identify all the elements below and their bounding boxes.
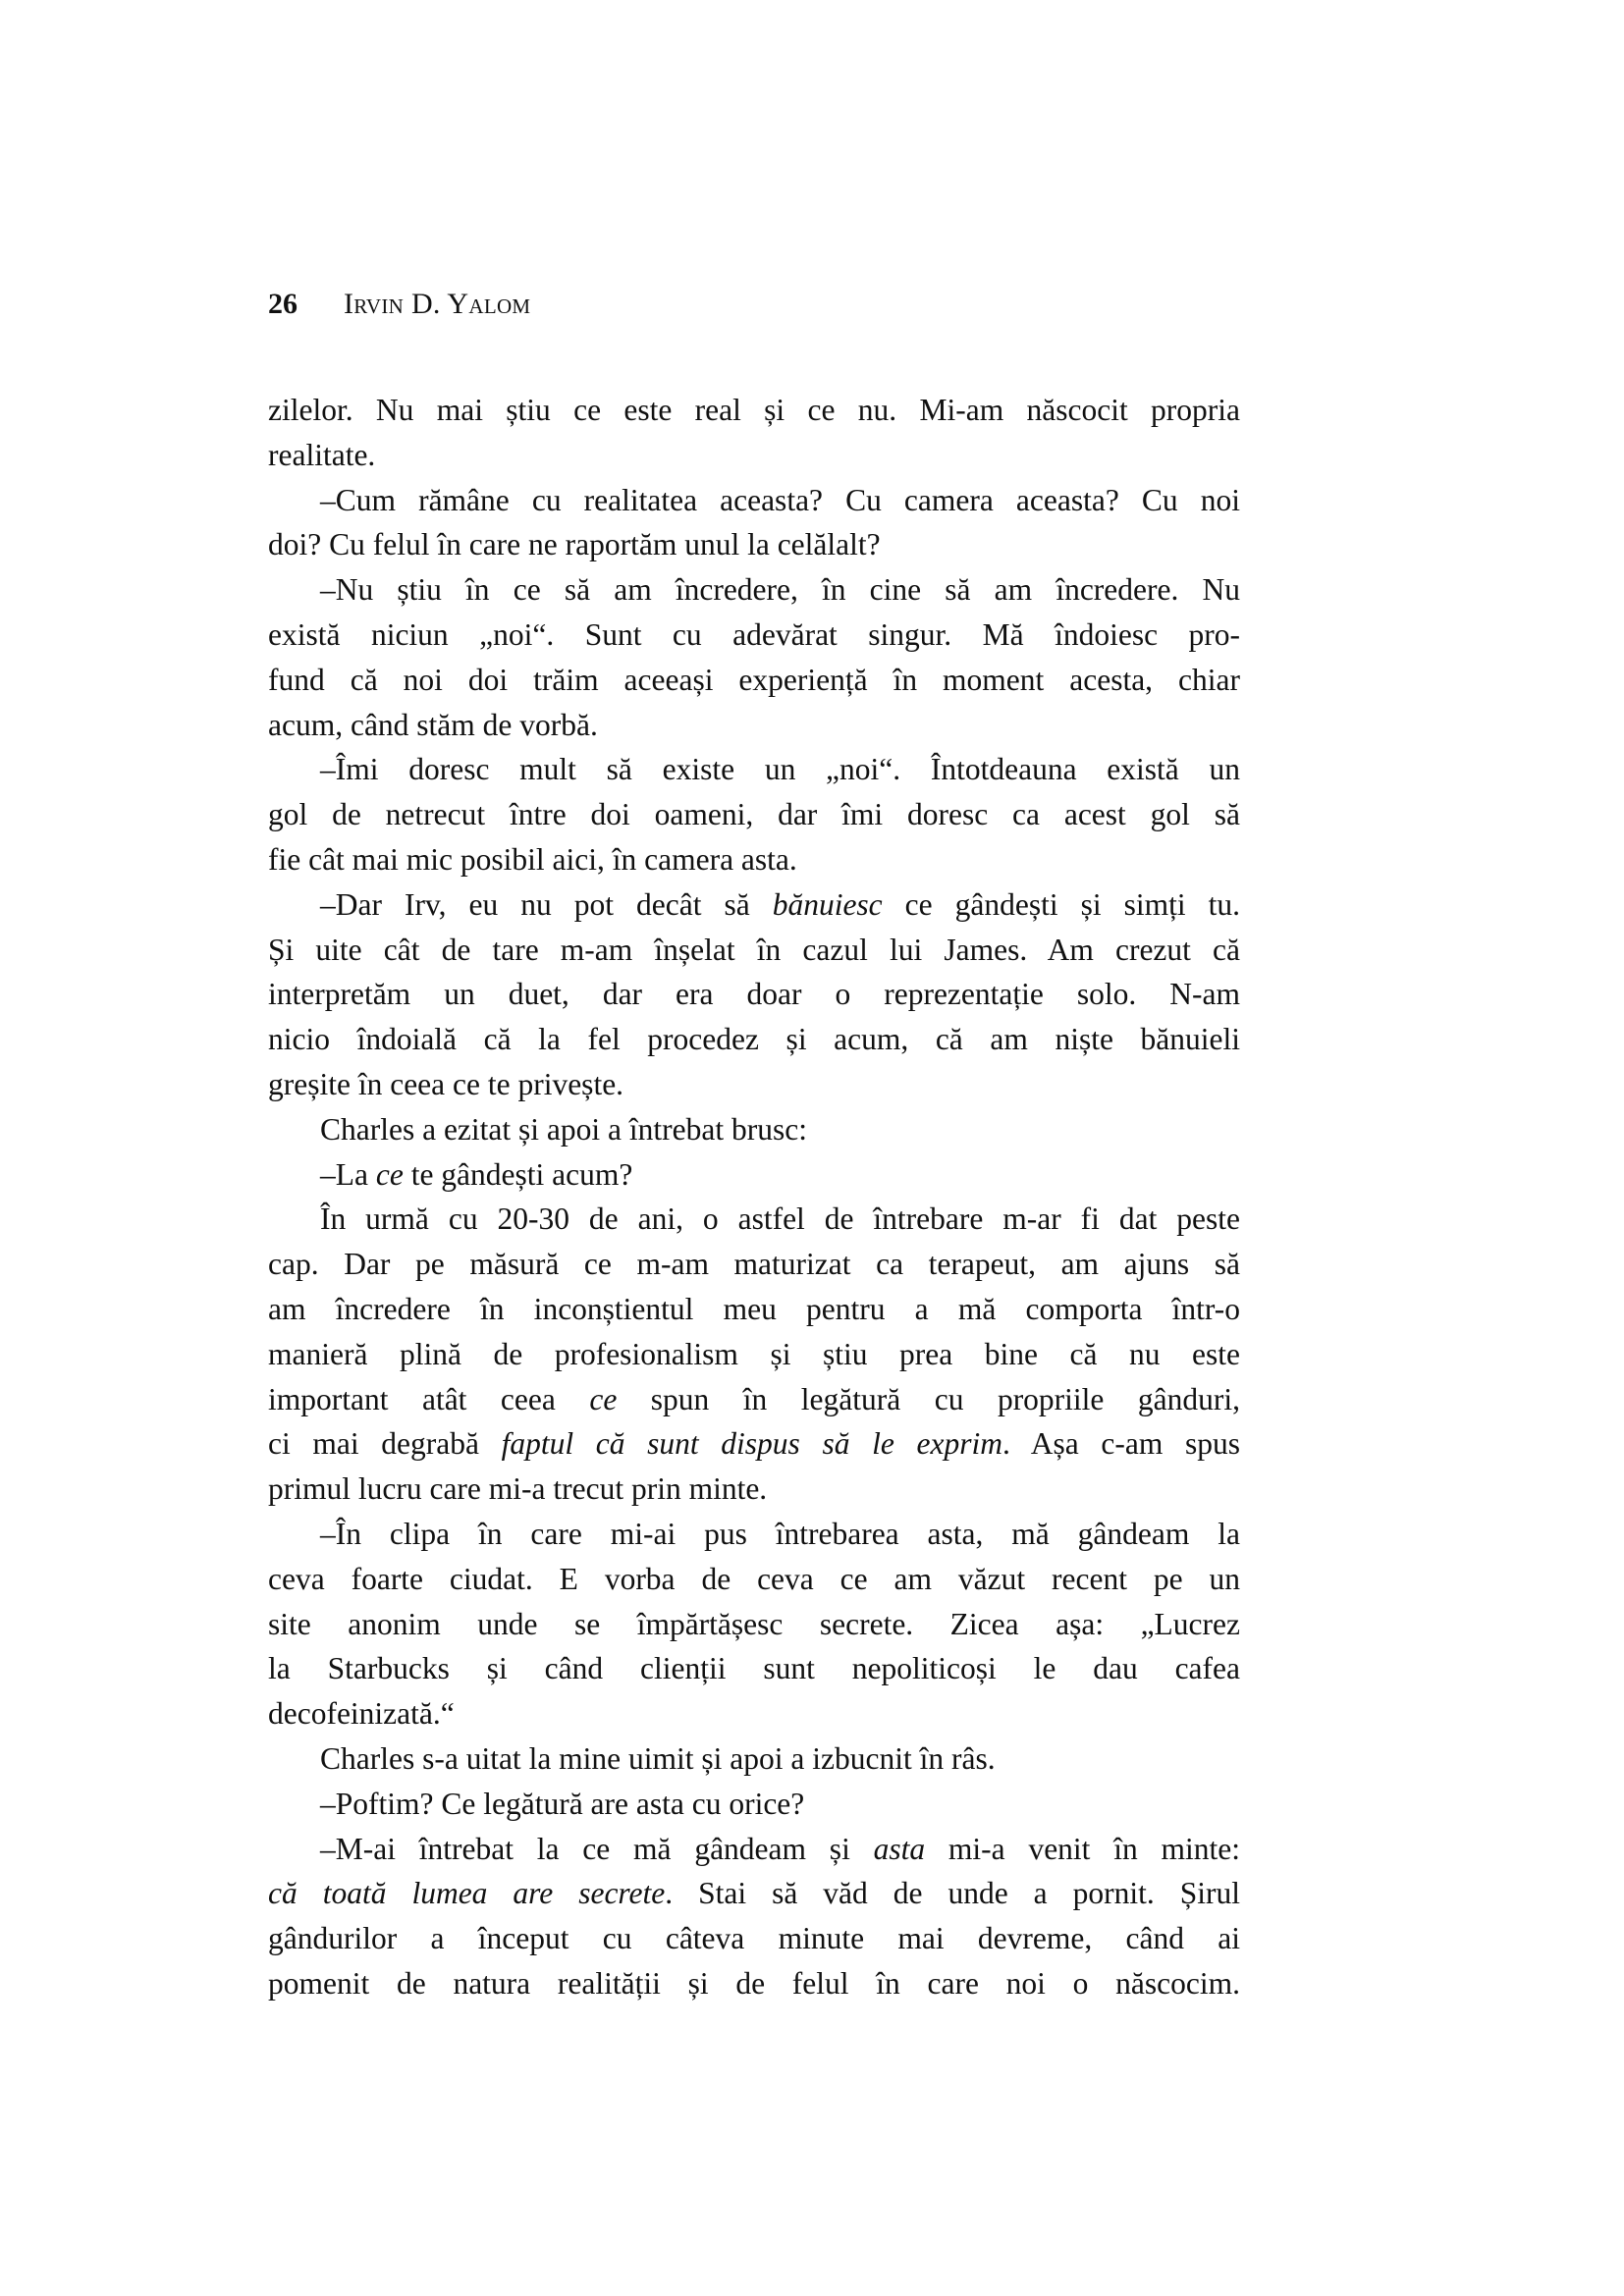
body-text (268, 388, 1240, 2006)
text-line (268, 1557, 1240, 1602)
text-segment: Charles s-a uitat la mine uimit și apoi a izbucnit în râs. (320, 1740, 996, 1776)
italic-text: că toată lumea are secrete (268, 1876, 666, 1911)
text-segment: . Stai să văd de unde a pornit. Șirul (665, 1876, 1240, 1911)
text-segment: gândurilor a început cu câteva minute mai devreme, când ai (268, 1921, 1240, 1956)
text-line (268, 1602, 1240, 1647)
text-line (268, 567, 1240, 613)
text-line (268, 1197, 1240, 1242)
italic-text: ce (375, 1156, 404, 1192)
text-segment: am încredere în inconștientul meu pentru a mă comporta într-o (268, 1291, 1240, 1326)
text-line (268, 747, 1240, 792)
text-segment: fie cât mai mic posibil aici, în camera asta. (268, 841, 797, 877)
text-segment: –M-ai întrebat la ce mă gândeam și (320, 1831, 874, 1866)
text-segment: . Așa c-am spus (1001, 1426, 1240, 1462)
page-number: 26 (268, 288, 298, 320)
text-line (268, 1242, 1240, 1287)
text-segment: greșite în ceea ce te privește. (268, 1066, 624, 1101)
text-segment: interpretăm un duet, dar era doar o reprezentație solo. N-am (268, 977, 1240, 1012)
text-segment: –Cum rămâne cu realitatea aceasta? Cu camera aceasta? Cu noi (320, 482, 1240, 517)
text-line (268, 1782, 1240, 1827)
text-segment: cap. Dar pe măsură ce m-am maturizat ca terapeut, am ajuns să (268, 1247, 1240, 1282)
text-line (268, 1421, 1240, 1467)
text-line (268, 388, 1240, 433)
text-segment: primul lucru care mi-a trecut prin minte. (268, 1471, 768, 1507)
text-segment: În urmă cu 20-30 de ani, o astfel de întrebare m-ar fi dat peste (320, 1201, 1240, 1237)
text-line (268, 1017, 1240, 1062)
text-line (268, 792, 1240, 837)
text-line (268, 1062, 1240, 1107)
text-line (268, 972, 1240, 1017)
text-segment: manieră plină de profesionalism și știu prea bine că nu este (268, 1336, 1240, 1371)
text-segment: fund că noi doi trăim aceeași experiență în moment acesta, chiar (268, 662, 1240, 697)
text-segment: Și uite cât de tare m-am înșelat în cazul lui James. Am crezut că (268, 932, 1240, 967)
text-segment: important atât ceea (268, 1381, 590, 1416)
text-line (268, 1152, 1240, 1198)
text-segment: –Nu știu în ce să am încredere, în cine să am încredere. Nu (320, 572, 1240, 608)
text-segment: ceva foarte ciudat. E vorba de ceva ce am văzut recent pe un (268, 1561, 1240, 1596)
text-line (268, 703, 1240, 748)
text-line (268, 882, 1240, 928)
text-segment: zilelor. Nu mai știu ce este real și ce nu. Mi-am născocit propria (268, 393, 1240, 427)
text-segment: –Dar Irv, eu nu pot decât să (320, 886, 773, 922)
text-segment: –În clipa în care mi-ai pus întrebarea asta, mă gândeam la (320, 1516, 1240, 1551)
text-segment: pomenit de natura realității și de felul în care noi o născocim. (268, 1965, 1240, 2001)
text-segment: gol de netrecut între doi oameni, dar îmi doresc ca acest gol să (268, 797, 1240, 832)
text-line (268, 658, 1240, 703)
text-segment: Charles a ezitat și apoi a întrebat brusc: (320, 1111, 807, 1147)
text-line (268, 1332, 1240, 1377)
text-segment: site anonim unde se împărtășesc secrete. Zicea așa: „Lucrez (268, 1606, 1240, 1641)
text-line (268, 1827, 1240, 1872)
page-header (268, 287, 530, 322)
text-line (268, 1107, 1240, 1152)
running-head-author: Irvin D. Yalom (344, 288, 531, 320)
text-segment: te gândești acum? (403, 1156, 633, 1192)
text-line (268, 837, 1240, 882)
text-segment: nicio îndoială că la fel procedez și acum, că am niște bănuieli (268, 1022, 1240, 1057)
text-line (268, 1287, 1240, 1332)
italic-text: faptul că sunt dispus să le exprim (501, 1426, 1002, 1462)
text-segment: –Poftim? Ce legătură are asta cu orice? (320, 1786, 805, 1821)
text-line (268, 1646, 1240, 1691)
text-line (268, 1916, 1240, 1961)
text-line (268, 1691, 1240, 1736)
text-line (268, 1377, 1240, 1422)
text-line (268, 478, 1240, 523)
text-line (268, 1467, 1240, 1512)
italic-text: asta (873, 1831, 926, 1866)
text-line (268, 1512, 1240, 1557)
text-segment: –Îmi doresc mult să existe un „noi“. Întotdeauna există un (320, 752, 1240, 787)
text-segment: realitate. (268, 437, 376, 472)
text-segment: –La (320, 1156, 376, 1192)
text-segment: mi-a venit în minte: (925, 1831, 1241, 1866)
text-segment: ce gândești și simți tu. (882, 886, 1240, 922)
text-line (268, 1871, 1240, 1916)
text-segment: există niciun „noi“. Sunt cu adevărat singur. Mă îndoiesc pro- (268, 616, 1240, 652)
text-segment: acum, când stăm de vorbă. (268, 707, 598, 742)
text-segment: decofeinizată.“ (268, 1696, 455, 1732)
text-line (268, 1736, 1240, 1782)
text-line (268, 613, 1240, 658)
text-line (268, 928, 1240, 973)
text-segment: ci mai degrabă (268, 1426, 502, 1462)
text-line (268, 522, 1240, 567)
text-segment: spun în legătură cu propriile gânduri, (617, 1381, 1240, 1416)
text-line (268, 1961, 1240, 2006)
text-segment: doi? Cu felul în care ne raportăm unul la celălalt? (268, 527, 881, 562)
italic-text: bănuiesc (772, 886, 883, 922)
text-segment: la Starbucks și când clienții sunt nepoliticoși le dau cafea (268, 1651, 1240, 1686)
italic-text: ce (589, 1381, 618, 1416)
text-line (268, 433, 1240, 478)
